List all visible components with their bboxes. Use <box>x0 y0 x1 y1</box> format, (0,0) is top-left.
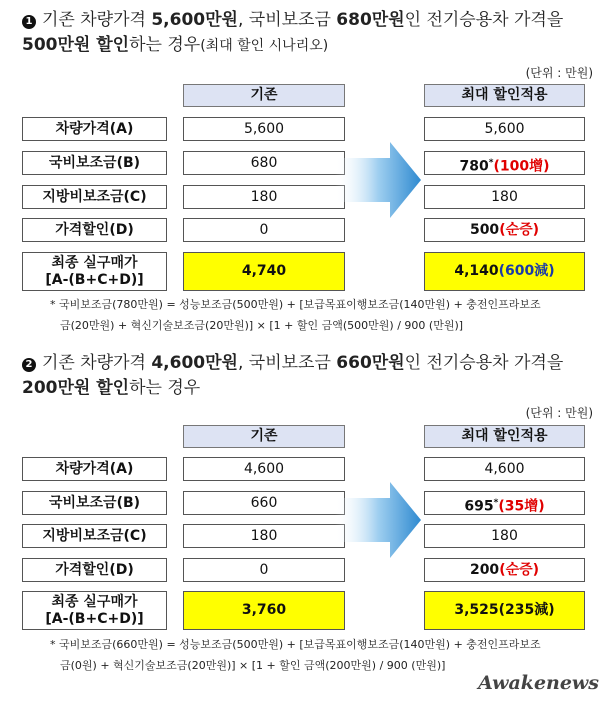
max-national-subsidy: 780*(100增) <box>424 151 585 175</box>
row-label-price-2: 차량가격(A) <box>22 457 167 481</box>
existing-price-2: 4,600 <box>183 457 345 481</box>
row-label-national-subsidy: 국비보조금(B) <box>22 151 167 175</box>
scenario1-footnote: * 국비보조금(780만원) = 성능보조금(500만원) + [보급목표이행보조금(140만원) + 충전인프라보조 금(20만원) + 혁신기술보조금(20만원)] × [1 + 할인 금액(500만원) / 900 (만원)] <box>50 298 541 332</box>
scenario2-heading: 2 기존 차량가격 4,600만원, 국비보조금 660만원인 전기승용차 가격을 200만원 할인하는 경우 <box>22 353 564 398</box>
right-arrow-icon <box>335 480 425 560</box>
existing-national-subsidy: 680 <box>183 151 345 175</box>
unit-label-2: (단위 : 만원) <box>525 406 593 420</box>
row-label-final-price-2: 최종 실구매가 [A-(B+C+D)] <box>22 591 167 630</box>
max-local-subsidy-2: 180 <box>424 524 585 548</box>
existing-local-subsidy: 180 <box>183 185 345 209</box>
bullet-two-icon: 2 <box>22 358 36 372</box>
existing-final-price-2: 3,760 <box>183 591 345 630</box>
header-max-discount-2: 최대 할인적용 <box>424 425 585 448</box>
existing-local-subsidy-2: 180 <box>183 524 345 548</box>
header-existing-2: 기존 <box>183 425 345 448</box>
existing-discount-2: 0 <box>183 558 345 582</box>
row-label-local-subsidy-2: 지방비보조금(C) <box>22 524 167 548</box>
scenario1-heading: 1 기존 차량가격 5,600만원, 국비보조금 680만원인 전기승용차 가격을 500만원 할인하는 경우(최대 할인 시나리오) <box>22 10 564 55</box>
row-label-price: 차량가격(A) <box>22 117 167 141</box>
row-label-local-subsidy: 지방비보조금(C) <box>22 185 167 209</box>
max-final-price: 4,140(600減) <box>424 252 585 291</box>
header-existing: 기존 <box>183 84 345 107</box>
max-price-2: 4,600 <box>424 457 585 481</box>
existing-final-price: 4,740 <box>183 252 345 291</box>
existing-price: 5,600 <box>183 117 345 141</box>
max-national-subsidy-2: 695*(35增) <box>424 491 585 515</box>
max-discount: 500(순증) <box>424 218 585 242</box>
watermark-logo: Awakenews <box>478 672 599 694</box>
scenario2-footnote: * 국비보조금(660만원) = 성능보조금(500만원) + [보급목표이행보조금(140만원) + 충전인프라보조 금(0원) + 혁신기술보조금(20만원)] × [1 + 할인 금액(200만원) / 900 (만원)] <box>50 638 541 672</box>
right-arrow-icon <box>335 140 425 220</box>
row-label-national-subsidy-2: 국비보조금(B) <box>22 491 167 515</box>
max-discount-2: 200(순증) <box>424 558 585 582</box>
max-price: 5,600 <box>424 117 585 141</box>
existing-discount: 0 <box>183 218 345 242</box>
existing-national-subsidy-2: 660 <box>183 491 345 515</box>
max-local-subsidy: 180 <box>424 185 585 209</box>
bullet-one-icon: 1 <box>22 15 36 29</box>
row-label-discount-2: 가격할인(D) <box>22 558 167 582</box>
row-label-discount: 가격할인(D) <box>22 218 167 242</box>
max-final-price-2: 3,525(235減) <box>424 591 585 630</box>
unit-label: (단위 : 만원) <box>525 66 593 80</box>
header-max-discount: 최대 할인적용 <box>424 84 585 107</box>
row-label-final-price: 최종 실구매가 [A-(B+C+D)] <box>22 252 167 291</box>
